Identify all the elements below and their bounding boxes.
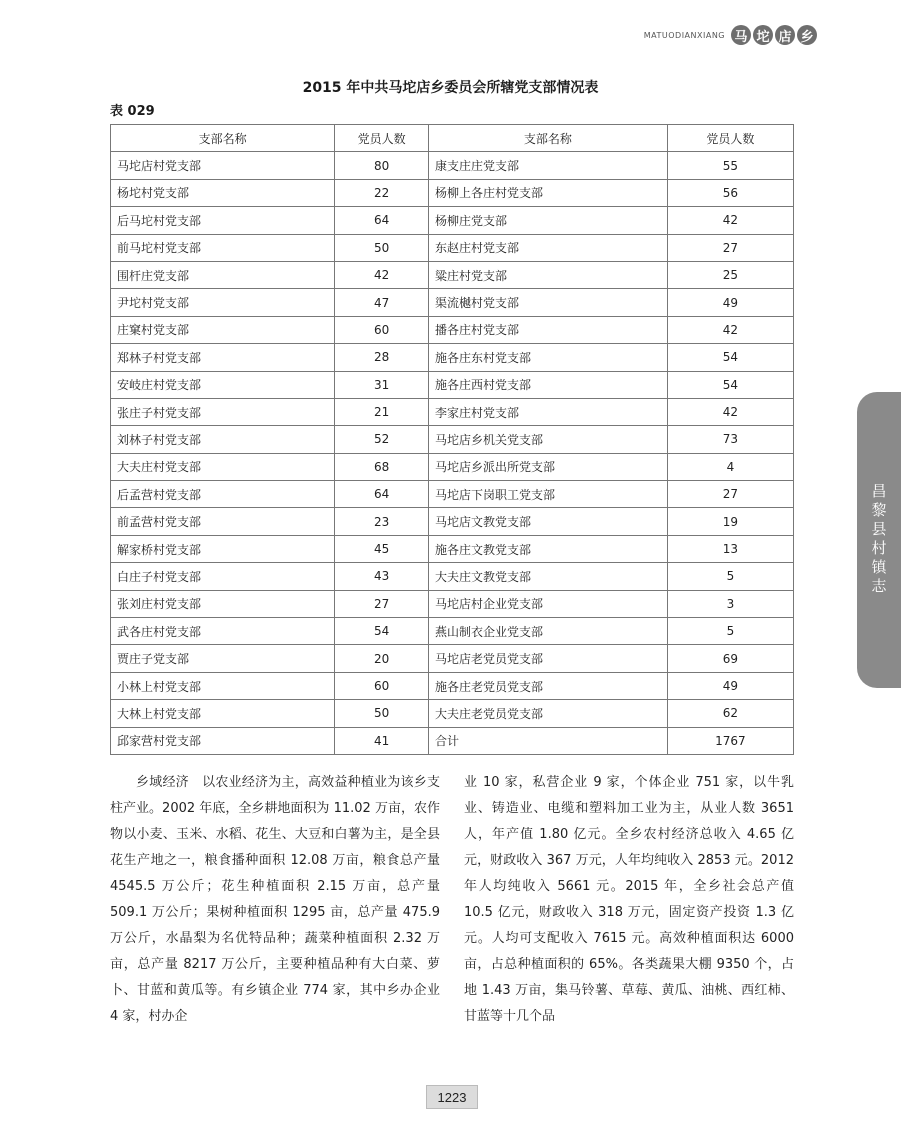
member-count-cell: 21	[335, 398, 429, 425]
logo-char: 店	[775, 25, 795, 45]
member-count-cell: 54	[667, 344, 793, 371]
member-count-cell: 55	[667, 152, 793, 179]
member-count-cell: 28	[335, 344, 429, 371]
table-row	[111, 672, 794, 699]
member-count-cell: 64	[335, 481, 429, 508]
member-count-cell: 54	[335, 618, 429, 645]
side-section-tab	[857, 392, 901, 688]
member-count-cell: 73	[667, 426, 793, 453]
member-count-cell: 64	[335, 207, 429, 234]
member-count-cell: 31	[335, 371, 429, 398]
branch-name-cell: 渠流樾村党支部	[428, 289, 667, 316]
table-row	[111, 508, 794, 535]
member-count-cell: 20	[335, 645, 429, 672]
branch-name-cell: 杨柳庄党支部	[428, 207, 667, 234]
member-count-cell: 43	[335, 563, 429, 590]
page-header	[644, 20, 817, 50]
branch-name-cell: 大夫庄村党支部	[111, 453, 335, 480]
member-count-cell: 1767	[667, 727, 793, 754]
member-count-cell: 52	[335, 426, 429, 453]
branch-name-cell: 康支庄庄党支部	[428, 152, 667, 179]
branch-name-cell: 马坨店乡机关党支部	[428, 426, 667, 453]
branch-name-cell: 贾庄子党支部	[111, 645, 335, 672]
branch-name-cell: 施各庄老党员党支部	[428, 672, 667, 699]
branch-name-cell: 邱家营村党支部	[111, 727, 335, 754]
side-tab-label: 昌黎县村镇志	[869, 483, 888, 597]
table-row	[111, 645, 794, 672]
branch-name-cell: 白庄子村党支部	[111, 563, 335, 590]
branch-name-cell: 张庄子村党支部	[111, 398, 335, 425]
body-left-column	[110, 770, 440, 1030]
header-member-count: 党员人数	[335, 125, 429, 152]
member-count-cell: 45	[335, 535, 429, 562]
member-count-cell: 42	[667, 207, 793, 234]
branch-name-cell: 马坨店村党支部	[111, 152, 335, 179]
branch-name-cell: 马坨店乡派出所党支部	[428, 453, 667, 480]
table-row	[111, 316, 794, 343]
header-branch-name: 支部名称	[111, 125, 335, 152]
member-count-cell: 62	[667, 700, 793, 727]
paragraph: 乡域经济 以农业经济为主，高效益种植业为该乡支柱产业。2002 年底，全乡耕地面积为 11.02 万亩，农作物以小麦、玉米、水稻、花生、大豆和白薯为主，是全县花生产地之一，粮食播种面积 12.08 万亩，粮食总产量 4545.5 万公斤；花生种植面积 2.15 万亩，总产量 509.1 万公斤；果树种植面积 1295 亩，总产量 475.9 万公斤，水晶梨为名优特品种；蔬菜种植面积 2.32 万亩，总产量 8217 万公斤，主要种植品种有大白菜、萝卜、甘蓝和黄瓜等。有乡镇企业 774 家，其中乡办企业 4 家，村办企	[110, 775, 440, 1024]
branch-name-cell: 燕山制衣企业党支部	[428, 618, 667, 645]
member-count-cell: 3	[667, 590, 793, 617]
page-number: 1223	[426, 1085, 478, 1109]
member-count-cell: 80	[335, 152, 429, 179]
branch-name-cell: 施各庄文教党支部	[428, 535, 667, 562]
branch-name-cell: 刘林子村党支部	[111, 426, 335, 453]
branch-name-cell: 李家庄村党支部	[428, 398, 667, 425]
member-count-cell: 49	[667, 672, 793, 699]
table-row	[111, 535, 794, 562]
table-row	[111, 426, 794, 453]
logo-char: 乡	[797, 25, 817, 45]
table-row	[111, 481, 794, 508]
table-row	[111, 344, 794, 371]
header-member-count: 党员人数	[667, 125, 793, 152]
table-row	[111, 618, 794, 645]
header-pinyin: MATUODIANXIANG	[643, 30, 725, 40]
member-count-cell: 27	[667, 234, 793, 261]
branch-name-cell: 马坨店老党员党支部	[428, 645, 667, 672]
table-row	[111, 700, 794, 727]
member-count-cell: 4	[667, 453, 793, 480]
member-count-cell: 50	[335, 700, 429, 727]
branch-name-cell: 围杆庄党支部	[111, 261, 335, 288]
member-count-cell: 47	[335, 289, 429, 316]
branch-name-cell: 杨柳上各庄村党支部	[428, 179, 667, 206]
branch-name-cell: 后孟营村党支部	[111, 481, 335, 508]
branch-name-cell: 前孟营村党支部	[111, 508, 335, 535]
member-count-cell: 60	[335, 316, 429, 343]
table-title: 2015 年中共马坨店乡委员会所辖党支部情况表	[302, 80, 599, 96]
branch-name-cell: 大夫庄老党员党支部	[428, 700, 667, 727]
member-count-cell: 13	[667, 535, 793, 562]
header-logo	[731, 25, 817, 45]
table-row	[111, 234, 794, 261]
member-count-cell: 27	[335, 590, 429, 617]
branch-name-cell: 大夫庄文教党支部	[428, 563, 667, 590]
branch-name-cell: 后马坨村党支部	[111, 207, 335, 234]
branch-name-cell: 施各庄东村党支部	[428, 344, 667, 371]
table-row	[111, 207, 794, 234]
member-count-cell: 22	[335, 179, 429, 206]
member-count-cell: 69	[667, 645, 793, 672]
table-row	[111, 152, 794, 179]
branch-name-cell: 张刘庄村党支部	[111, 590, 335, 617]
branch-name-cell: 东赵庄村党支部	[428, 234, 667, 261]
table-row	[111, 453, 794, 480]
member-count-cell: 68	[335, 453, 429, 480]
branch-name-cell: 小林上村党支部	[111, 672, 335, 699]
body-right-column	[464, 770, 794, 1030]
branch-name-cell: 马坨店村企业党支部	[428, 590, 667, 617]
member-count-cell: 23	[335, 508, 429, 535]
branch-name-cell: 施各庄西村党支部	[428, 371, 667, 398]
paragraph: 业 10 家，私营企业 9 家，个体企业 751 家，以牛乳业、铸造业、电缆和塑料加工业为主，从业人数 3651 人，年产值 1.80 亿元。全乡农村经济总收入 4.65 亿元，财政收入 367 万元，人年均纯收入 2853 元。2012 年人均纯收入 5661 元。2015 年，全乡社会总产值 10.5 亿元，财政收入 318 万元，固定资产投资 1.3 亿元。人均可支配收入 7615 元。高效种植面积达 6000 亩，占总种植面积的 65%。各类蔬果大棚 9350 个，占地 1.43 万亩，集马铃薯、草莓、黄瓜、油桃、西红柿、甘蓝等十几个品	[464, 775, 794, 1024]
header-branch-name: 支部名称	[428, 125, 667, 152]
member-count-cell: 41	[335, 727, 429, 754]
member-count-cell: 56	[667, 179, 793, 206]
branch-name-cell: 粱庄村党支部	[428, 261, 667, 288]
table-row	[111, 261, 794, 288]
table-number: 表 029	[110, 104, 155, 119]
branch-name-cell: 庄窠村党支部	[111, 316, 335, 343]
member-count-cell: 19	[667, 508, 793, 535]
table-row	[111, 590, 794, 617]
member-count-cell: 5	[667, 563, 793, 590]
branch-name-cell: 播各庄村党支部	[428, 316, 667, 343]
member-count-cell: 25	[667, 261, 793, 288]
body-text	[110, 770, 794, 1030]
branch-name-cell: 前马坨村党支部	[111, 234, 335, 261]
branch-name-cell: 解家桥村党支部	[111, 535, 335, 562]
table-row	[111, 179, 794, 206]
member-count-cell: 49	[667, 289, 793, 316]
member-count-cell: 50	[335, 234, 429, 261]
table-row	[111, 563, 794, 590]
branch-name-cell: 安岐庄村党支部	[111, 371, 335, 398]
table-header-row	[111, 125, 794, 152]
branch-name-cell: 合计	[428, 727, 667, 754]
logo-char: 坨	[753, 25, 773, 45]
branch-name-cell: 武各庄村党支部	[111, 618, 335, 645]
branch-name-cell: 尹坨村党支部	[111, 289, 335, 316]
party-branch-table	[110, 124, 794, 755]
branch-name-cell: 马坨店文教党支部	[428, 508, 667, 535]
branch-name-cell: 郑林子村党支部	[111, 344, 335, 371]
table-row	[111, 398, 794, 425]
branch-name-cell: 马坨店下岗职工党支部	[428, 481, 667, 508]
member-count-cell: 54	[667, 371, 793, 398]
table-row	[111, 289, 794, 316]
member-count-cell: 42	[667, 398, 793, 425]
logo-char: 马	[731, 25, 751, 45]
member-count-cell: 5	[667, 618, 793, 645]
table-row	[111, 371, 794, 398]
branch-name-cell: 大林上村党支部	[111, 700, 335, 727]
member-count-cell: 42	[335, 261, 429, 288]
table-row	[111, 727, 794, 754]
member-count-cell: 60	[335, 672, 429, 699]
member-count-cell: 42	[667, 316, 793, 343]
table-body	[111, 152, 794, 755]
member-count-cell: 27	[667, 481, 793, 508]
branch-name-cell: 杨坨村党支部	[111, 179, 335, 206]
